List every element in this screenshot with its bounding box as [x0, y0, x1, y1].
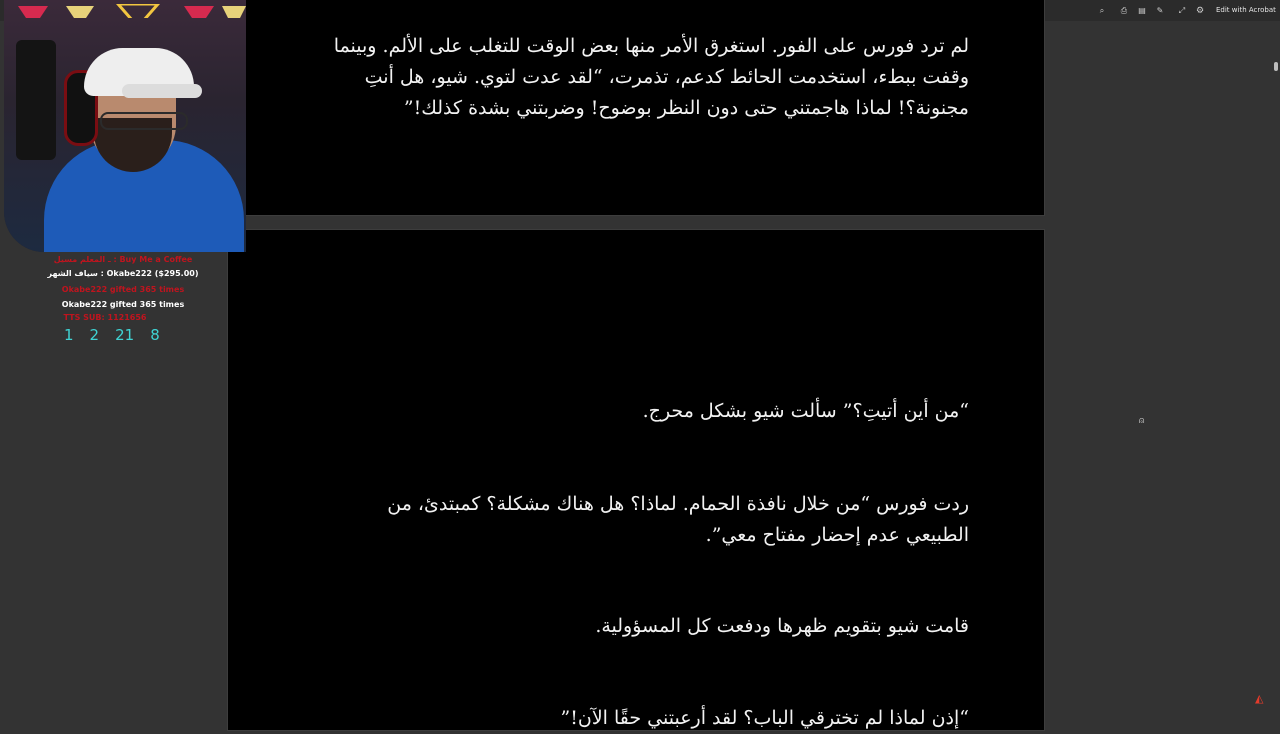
- edit-icon[interactable]: ✎: [1156, 6, 1164, 15]
- print-icon[interactable]: ⎙: [1120, 5, 1128, 15]
- count-value: 1: [64, 326, 74, 344]
- page-paragraph: “من أين أتيتِ؟” سألت شيو بشكل محرج.: [642, 400, 969, 422]
- pdf-page: [228, 230, 1044, 730]
- acrobat-icon[interactable]: ◭: [1255, 692, 1264, 705]
- page-paragraph: ردت فورس “من خلال نافذة الحمام. لماذا؟ هل هناك مشكلة؟ كمبتدئ، من الطبيعي عدم إحضار مفتاح معي”.: [387, 493, 969, 546]
- scrollbar-thumb[interactable]: [1274, 62, 1278, 71]
- decorative-lights-icon: [18, 4, 246, 18]
- page-paragraph: “إذن لماذا لم تخترقي الباب؟ لقد أرعبتني حقًا الآن!”: [560, 707, 969, 729]
- microphone: [16, 40, 56, 160]
- save-icon[interactable]: ▤: [1138, 6, 1146, 15]
- webcam-overlay: [4, 0, 246, 252]
- edit-with-acrobat-button[interactable]: Edit with Acrobat: [1216, 6, 1276, 14]
- page-paragraph: قامت شيو بتقويم ظهرها ودفعت كل المسؤولية.: [595, 615, 969, 637]
- count-value: 2: [89, 326, 100, 344]
- cap-brim: [122, 84, 202, 98]
- overlay-line: Okabe222 gifted 365 times: [61, 285, 185, 294]
- expand-icon[interactable]: ⤢: [1178, 5, 1186, 15]
- overlay-line: TTS SUB: 1121656: [63, 313, 147, 322]
- gear-icon[interactable]: ⚙: [1195, 5, 1205, 16]
- overlay-line: Okabe222 gifted 365 times: [61, 300, 185, 309]
- pdf-page: [228, 0, 1044, 215]
- overlay-line: سياف الشهر : Okabe222 ($295.00): [47, 269, 199, 278]
- count-value: 21: [115, 326, 135, 344]
- overlay-counts: [64, 326, 160, 344]
- glasses: [100, 112, 188, 130]
- overlay-line: ـ المعلم مسيل : Buy Me a Coffee: [53, 255, 193, 264]
- page-paragraph: لم ترد فورس على الفور. استغرق الأمر منها بعض الوقت للتغلب على الألم. وبينما وقفت ببطء، استخدمت الحائط كدعم، تذمرت، “لقد عدت لتوي. شيو، هل أنتِ مجنونة؟! لماذا هاجمتني حتى دون النظر بوضوح! وضربتني بشدة كذلك!”: [333, 35, 969, 119]
- search-icon[interactable]: ⌕: [1099, 5, 1105, 15]
- cursor-icon: ⍝: [1139, 416, 1145, 426]
- count-value: 8: [150, 326, 160, 344]
